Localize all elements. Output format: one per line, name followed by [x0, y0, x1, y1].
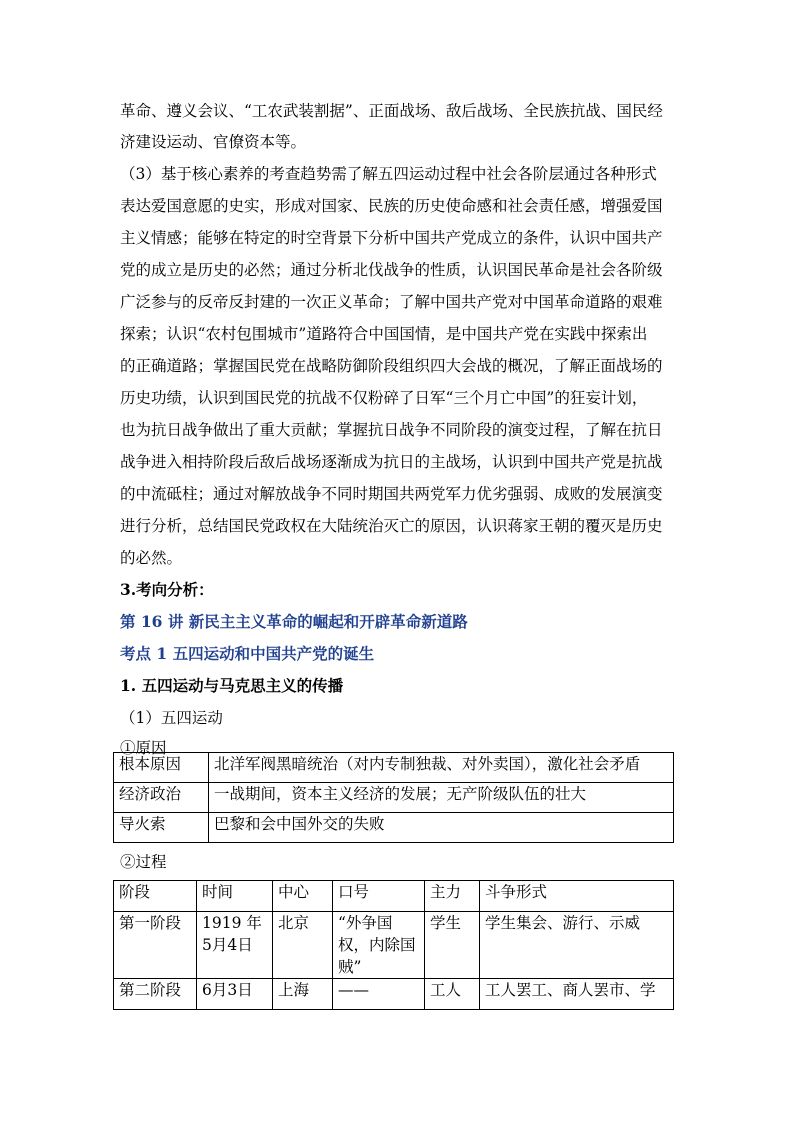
- table-cell: 第一阶段: [114, 912, 197, 979]
- body-line: 的必然。: [120, 549, 183, 567]
- table-header-cell: 时间: [197, 881, 273, 912]
- table-cell: 北洋军阀黑暗统治（对内专制独裁、对外卖国），激化社会矛盾: [209, 753, 674, 783]
- table-header-cell: 中心: [273, 881, 333, 912]
- table-cell: 北京: [273, 912, 333, 979]
- section-heading: 3.考向分析：: [120, 580, 214, 599]
- table-cell: 导火索: [114, 813, 209, 843]
- body-line: 革命、遵义会议、“工农武装割据”、正面战场、敌后战场、全民族抗战、国民经: [120, 102, 663, 120]
- body-line: 济建设运动、官僚资本等。: [120, 133, 307, 151]
- table-header-cell: 主力: [425, 881, 480, 912]
- item-title: （1）五四运动: [120, 709, 223, 727]
- body-line: （3）基于核心素养的考查趋势需了解五四运动过程中社会各阶层通过各种形式: [120, 165, 657, 183]
- table-cell: 6月3日: [197, 979, 273, 1010]
- table-row: [114, 912, 674, 979]
- body-line: 表达爱国意愿的史实，形成对国家、民族的历史使命感和社会责任感，增强爱国: [120, 197, 663, 215]
- body-line: 战争进入相持阶段后敌后战场逐渐成为抗日的主战场，认识到中国共产党是抗战: [120, 453, 663, 471]
- table-header-cell: 口号: [333, 881, 425, 912]
- body-line: 的中流砥柱；通过对解放战争不同时期国共两党军力优劣强弱、成败的发展演变: [120, 485, 663, 503]
- table-cell: ——: [333, 979, 425, 1010]
- cause-table: [113, 752, 674, 843]
- table-row: [114, 783, 674, 813]
- body-line: 进行分析，总结国民党政权在大陆统治灭亡的原因，认识蒋家王朝的覆灭是历史: [120, 517, 663, 535]
- table-cell: 上海: [273, 979, 333, 1010]
- table-cell: 一战期间，资本主义经济的发展；无产阶级队伍的壮大: [209, 783, 674, 813]
- body-line: 党的成立是历史的必然；通过分析北伐战争的性质，认识国民革命是社会各阶级: [120, 261, 663, 279]
- process-label: ②过程: [120, 853, 167, 871]
- table-row: [114, 753, 674, 783]
- table-header-cell: 阶段: [114, 881, 197, 912]
- table-cell: 第二阶段: [114, 979, 197, 1010]
- body-line: 也为抗日战争做出了重大贡献；掌握抗日战争不同阶段的演变过程，了解在抗日: [120, 421, 663, 439]
- table-cell: 1919 年 5月4日: [197, 912, 273, 979]
- table-cell: 学生集会、游行、示威: [480, 912, 674, 979]
- table-header-cell: 斗争形式: [480, 881, 674, 912]
- topic-title: 考点 1 五四运动和中国共产党的诞生: [120, 644, 375, 663]
- table-cell: 学生: [425, 912, 480, 979]
- body-line: 探索；认识“农村包围城市”道路符合中国国情，是中国共产党在实践中探索出: [120, 325, 648, 343]
- body-line: 主义情感；能够在特定的时空背景下分析中国共产党成立的条件，认识中国共产: [120, 229, 663, 247]
- body-line: 历史功绩，认识到国民党的抗战不仅粉碎了日军“三个月亡中国”的狂妄计划，: [120, 389, 648, 407]
- process-table: [113, 880, 674, 1010]
- cause-label: ①原因: [120, 739, 167, 757]
- table-row: [114, 979, 674, 1010]
- body-line: 的正确道路；掌握国民党在战略防御阶段组织四大会战的概况，了解正面战场的: [120, 357, 663, 375]
- table-cell: 根本原因: [114, 753, 209, 783]
- table-row: [114, 813, 674, 843]
- lecture-title: 第 16 讲 新民主主义革命的崛起和开辟革命新道路: [120, 612, 468, 631]
- body-line: 广泛参与的反帝反封建的一次正义革命；了解中国共产党对中国革命道路的艰难: [120, 293, 663, 311]
- table-cell: 经济政治: [114, 783, 209, 813]
- table-header-row: [114, 881, 674, 912]
- table-cell: 工人罢工、商人罢市、学: [480, 979, 674, 1010]
- table-cell: “外争国权，内除国贼”: [333, 912, 425, 979]
- subsection-title: 1. 五四运动与马克思主义的传播: [120, 676, 344, 695]
- table-cell: 工人: [425, 979, 480, 1010]
- table-cell: 巴黎和会中国外交的失败: [209, 813, 674, 843]
